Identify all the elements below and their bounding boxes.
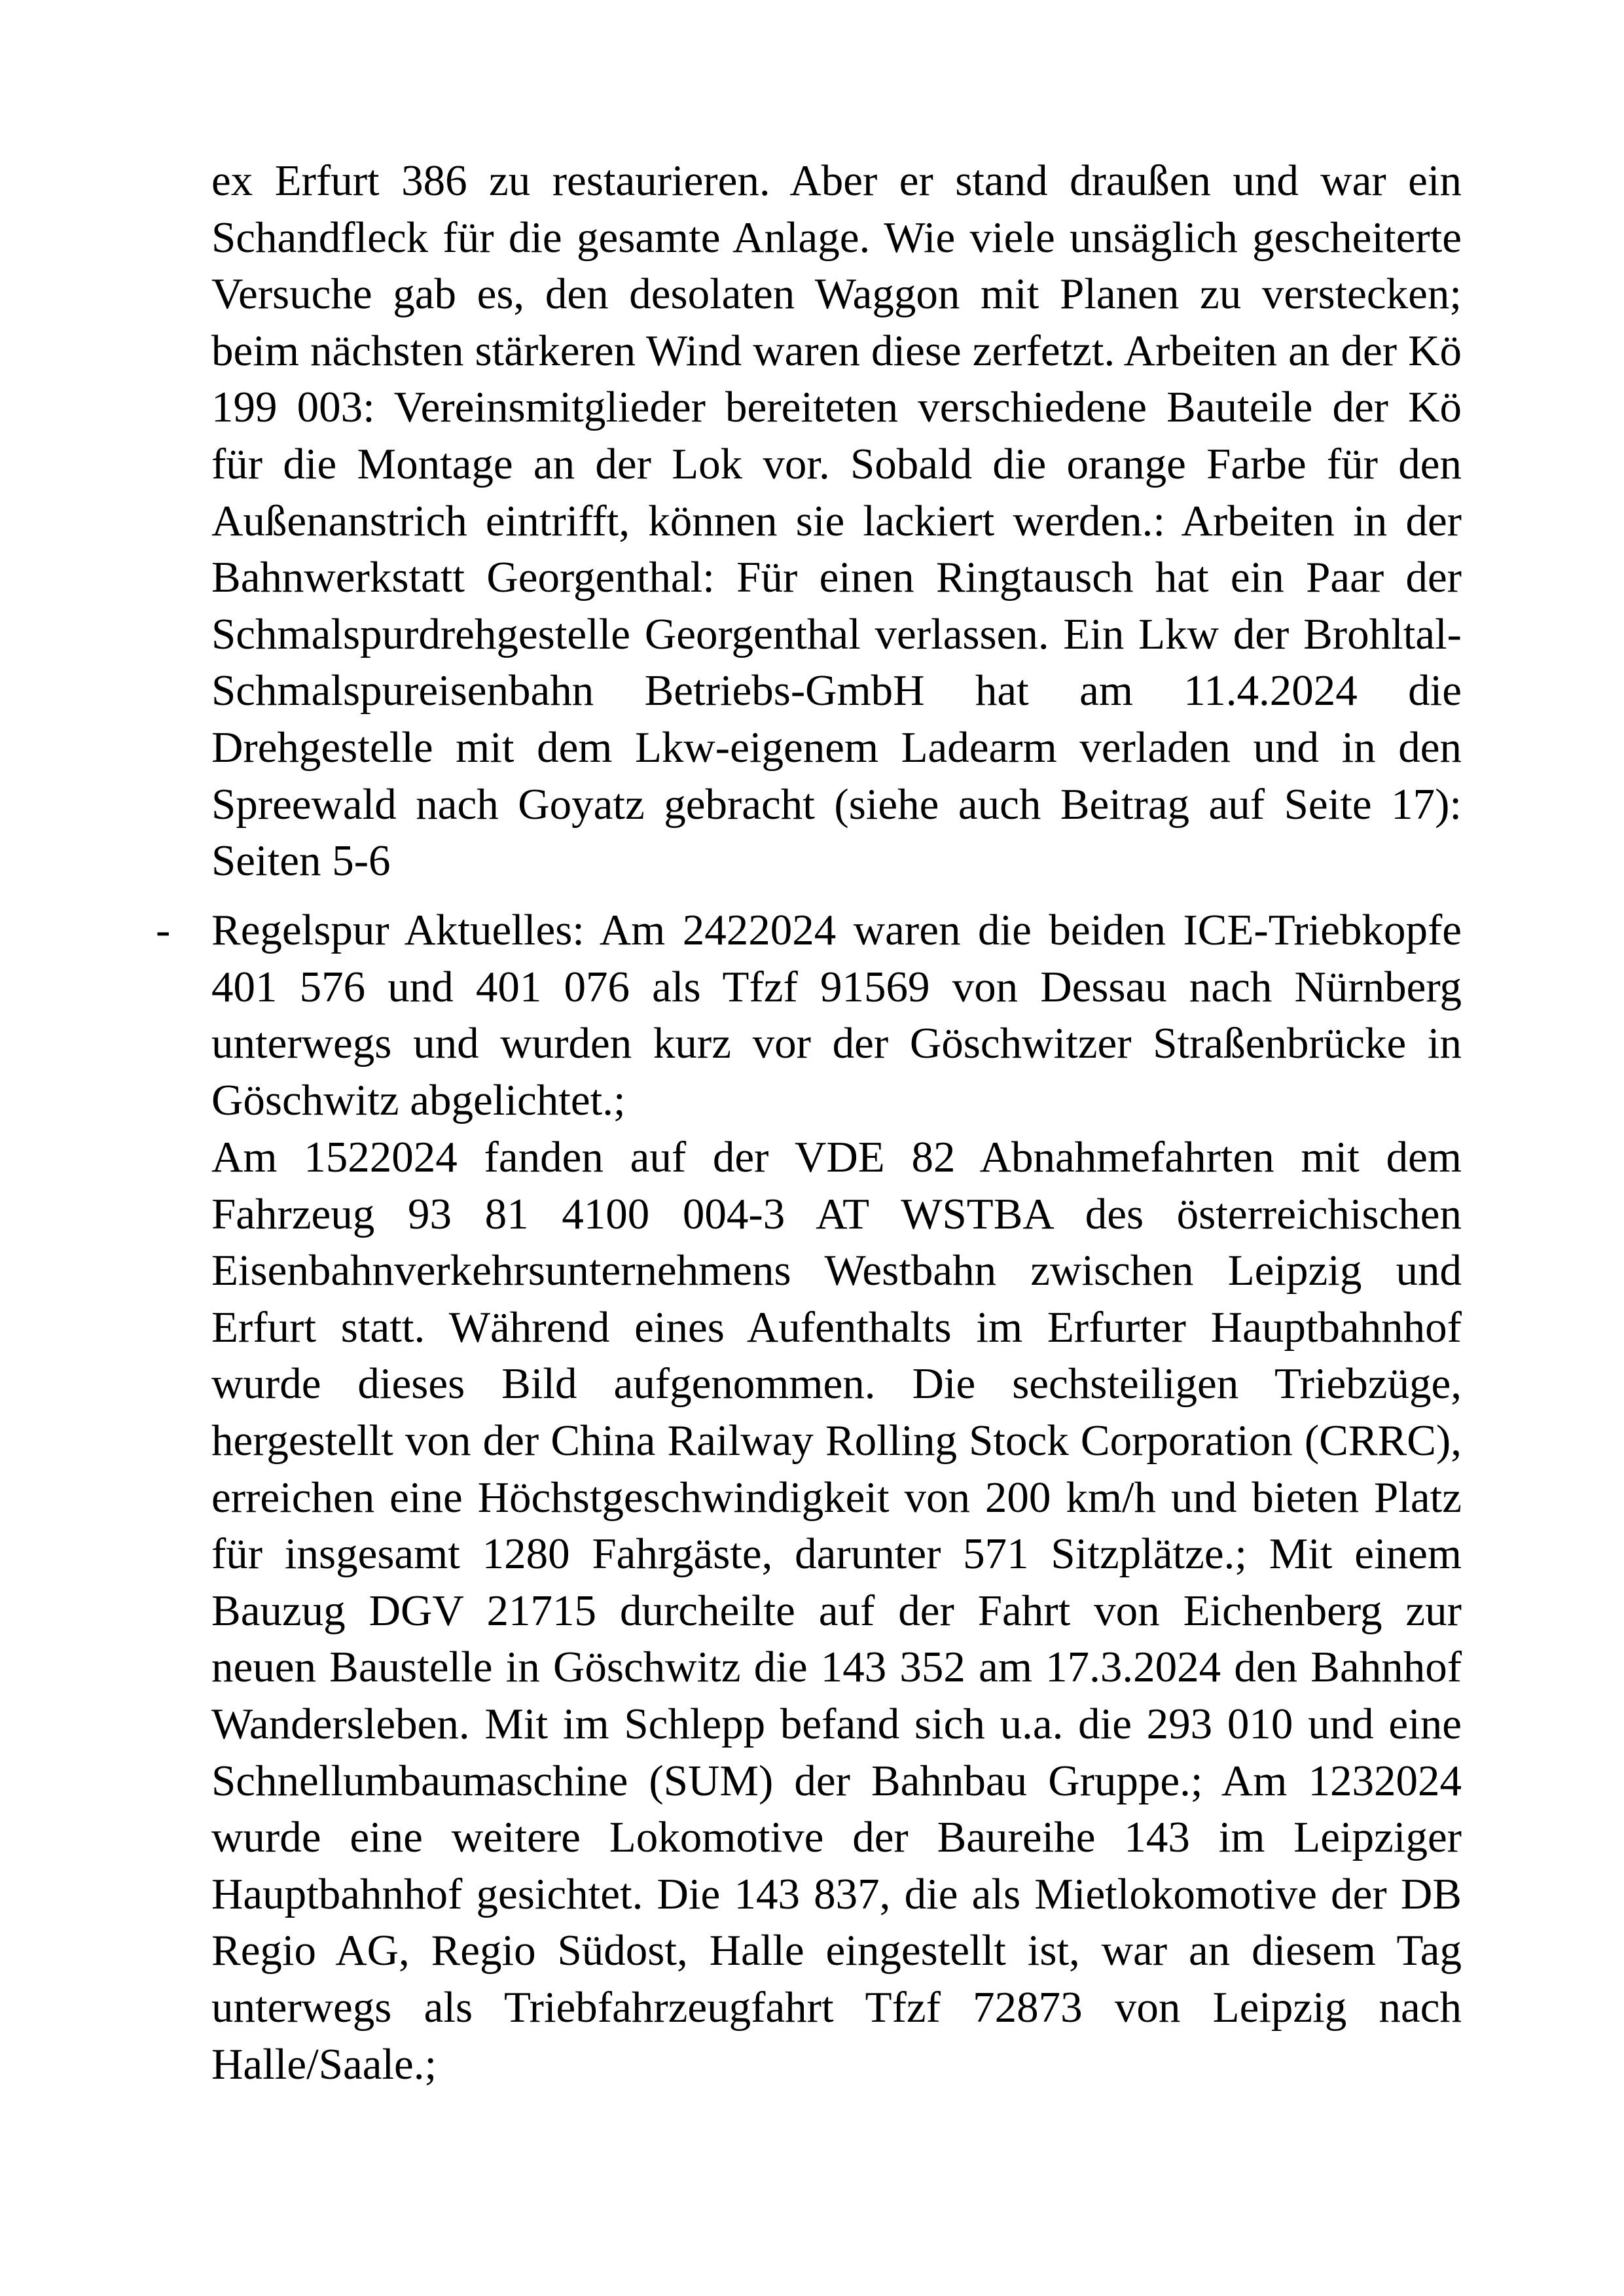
bullet-item-body: Am 1522024 fanden auf der VDE 82 Abnahmefahrten mit dem Fahrzeug 93 81 4100 004-3 AT WSTBA des österreichischen Eisenbahnverkehrsunternehmens Westbahn zwischen Leipzig und Erfurt statt. Während eines Aufenthalts im Erfurter Hauptbahnhof wurde dieses Bild aufgenommen. Die sechsteiligen Triebzüge, hergestellt von der China Railway Rolling Stock Corporation (CRRC), erreichen eine Höchstgeschwindigkeit von 200 km/h und bieten Platz für insgesamt 1280 Fahrgäste, darunter 571 Sitzplätze.; Mit einem Bauzug DGV 21715 durcheilte auf der Fahrt von Eichenberg zur neuen Baustelle in Göschwitz die 143 352 am 17.3.2024 den Bahnhof Wandersleben. Mit im Schlepp befand sich u.a. die 293 010 und eine Schnellumbaumaschine (SUM) der Bahnbau Gruppe.; Am 1232024 wurde eine weitere Lokomotive der Baureihe 143 im Leipziger Hauptbahnhof gesichtet. Die 143 837, die als Mietlokomotive der DB Regio AG, Regio Südost, Halle eingestellt ist, war an diesem Tag unterwegs als Triebfahrzeugfahrt Tfzf 72873 von Leipzig nach Halle/Saale.; — [211, 1133, 1462, 2089]
bullet-marker: - — [156, 906, 171, 954]
paragraph-continuation: ex Erfurt 386 zu restaurieren. Aber er stand draußen und war ein Schandfleck für die gesamte Anlage. Wie viele unsäglich gescheiterte Versuche gab es, den desolaten Waggon mit Planen zu verstecken; beim nächsten stärkeren Wind waren diese zerfetzt. Arbeiten an der Kö 199 003: Vereinsmitglieder bereiteten verschiedene Bauteile der Kö für die Montage an der Lok vor. Sobald die orange Farbe für den Außenanstrich eintrifft, können sie lackiert werden.: Arbeiten in der Bahnwerkstatt Georgenthal: Für einen Ringtausch hat ein Paar der Schmalspurdrehgestelle Georgenthal verlassen. Ein Lkw der Brohltal-Schmalspureisenbahn Betriebs-GmbH hat am 11.4.2024 die Drehgestelle mit dem Lkw-eigenem Ladearm verladen und in den Spreewald nach Goyatz gebracht (siehe auch Beitrag auf Seite 17): Seiten 5-6 — [211, 156, 1462, 886]
bullet-item-intro: Regelspur Aktuelles: Am 2422024 waren die beiden ICE-Triebkopfe 401 576 und 401 076 als Tfzf 91569 von Dessau nach Nürnberg unterwegs und wurden kurz vor der Göschwitzer Straßenbrücke in Göschwitz abgelichtet.; — [211, 906, 1462, 1124]
